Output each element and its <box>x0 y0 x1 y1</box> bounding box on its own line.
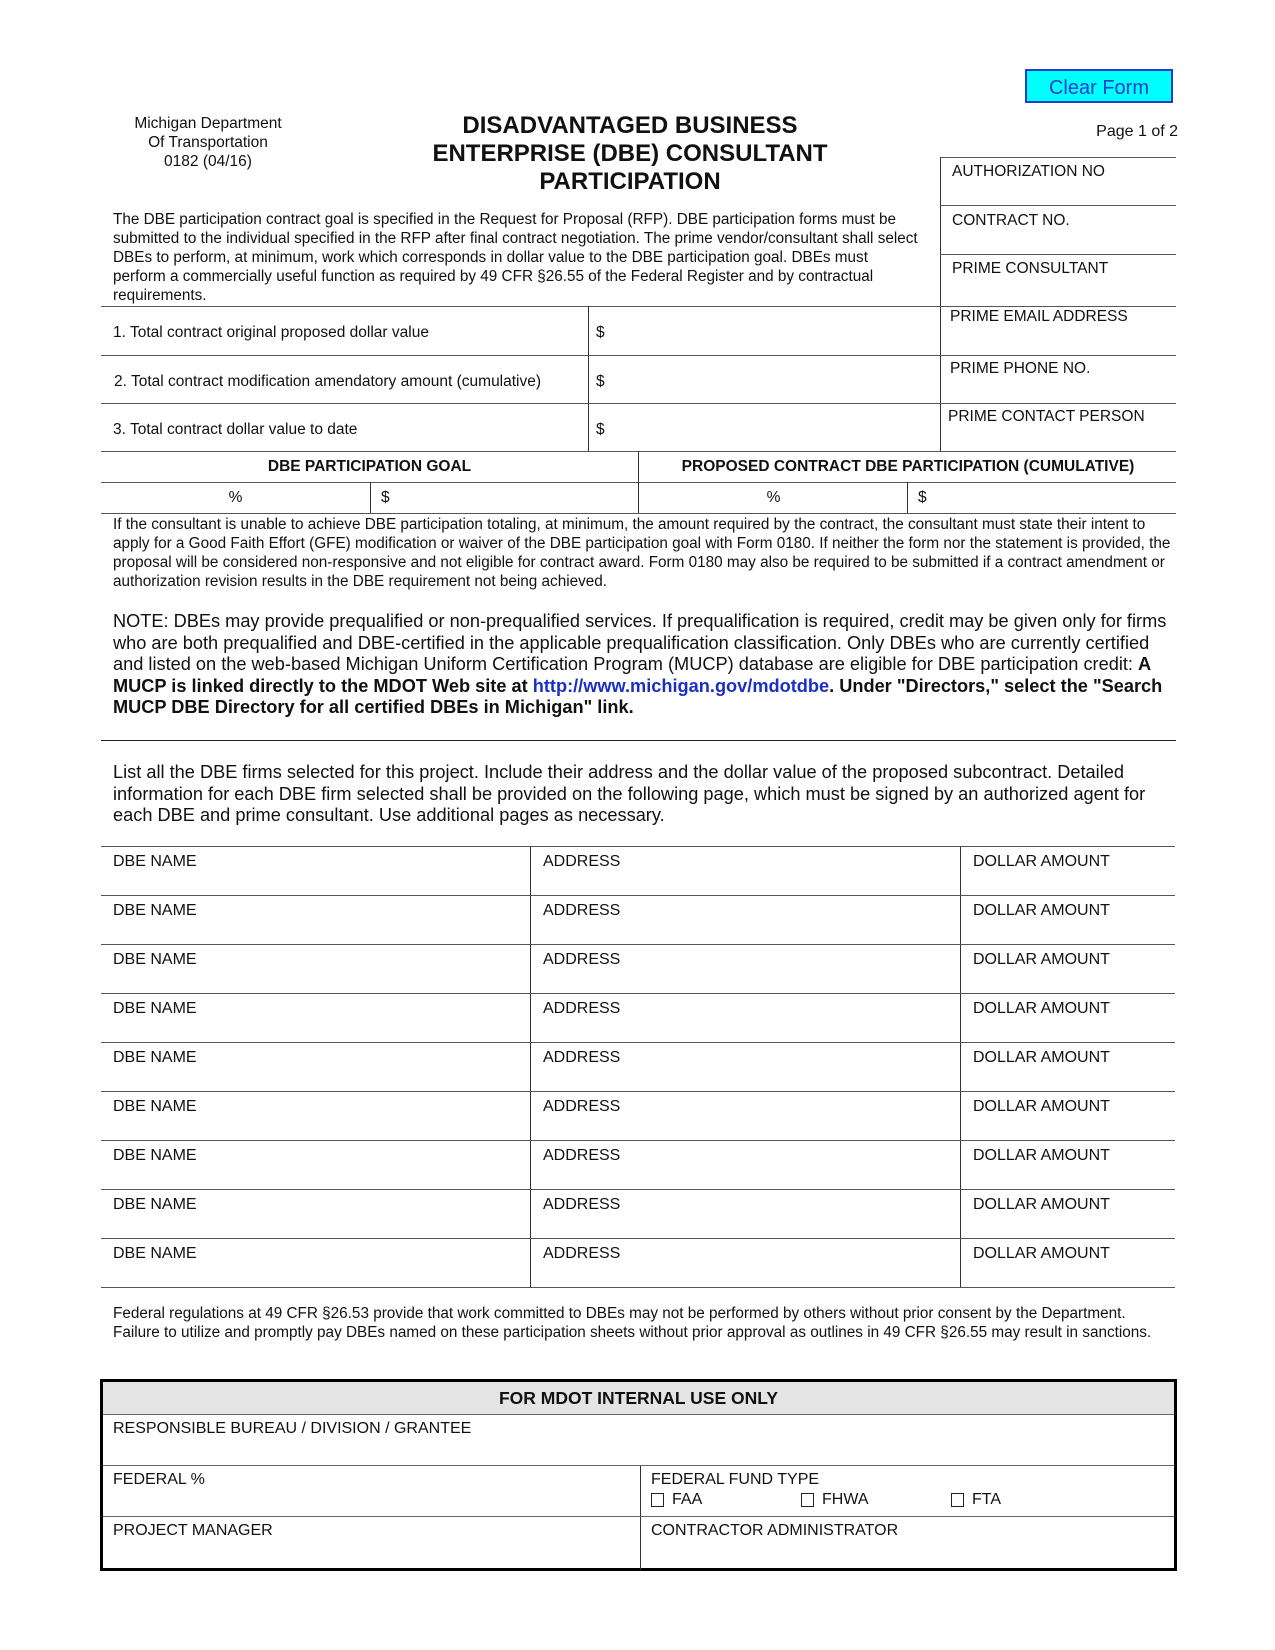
dbe-address-field[interactable]: ADDRESS <box>531 994 961 1042</box>
dbe-address-field[interactable]: ADDRESS <box>531 1239 961 1287</box>
contractor-administrator-field[interactable]: CONTRACTOR ADMINISTRATOR <box>651 1522 899 1539</box>
contract-no-field[interactable]: CONTRACT NO. <box>952 212 1070 229</box>
fta-checkbox[interactable] <box>951 1491 1101 1509</box>
dbe-amount-field[interactable]: DOLLAR AMOUNT <box>973 1196 1110 1213</box>
dbe-amount-field[interactable]: DOLLAR AMOUNT <box>973 951 1110 968</box>
dbe-name-field[interactable]: DBE NAME <box>101 1043 531 1091</box>
note-bold-2: . Under "Directors," select the "Search MUCP DBE Directory for all certified DBEs in Michigan" link. <box>113 675 1163 717</box>
total-original-input[interactable]: $ <box>596 324 605 341</box>
goal-percent-input[interactable]: % <box>228 489 243 506</box>
proposed-dollar-input[interactable]: $ <box>918 489 927 506</box>
prime-phone-field[interactable]: PRIME PHONE NO. <box>950 360 1091 377</box>
divider <box>101 403 1176 404</box>
title-line3: PARTICIPATION <box>539 168 721 195</box>
title-line1: DISADVANTAGED BUSINESS <box>462 112 798 139</box>
divider <box>940 157 1176 158</box>
agency-name-line1: Michigan Department <box>134 115 282 132</box>
goal-dollar-input[interactable]: $ <box>381 489 390 506</box>
dbe-name-field[interactable]: DBE NAME <box>101 1190 531 1238</box>
table-row <box>101 896 1175 945</box>
total-modification-input[interactable]: $ <box>596 373 605 390</box>
mdot-dbe-link[interactable]: http://www.michigan.gov/mdotdbe <box>532 675 830 696</box>
authorization-no-field[interactable]: AUTHORIZATION NO <box>952 163 1105 180</box>
total-modification-label: 2. Total contract modification amendatory amount (cumulative) <box>114 373 542 390</box>
list-intro-text: List all the DBE firms selected for this project. Include their address and the dollar value of the proposed subcontract. Detailed information for each DBE firm selected shall be provided on the following page, which must be signed by an authorized agent for each DBE and prime consultant. Use additional pages as necessary. <box>113 762 1146 825</box>
dbe-address-field[interactable]: ADDRESS <box>531 847 961 895</box>
responsible-bureau-field[interactable]: RESPONSIBLE BUREAU / DIVISION / GRANTEE <box>113 1420 472 1437</box>
divider <box>940 254 1176 255</box>
table-row <box>101 1239 1175 1288</box>
divider <box>101 306 1176 307</box>
title-line2: ENTERPRISE (DBE) CONSULTANT <box>432 140 828 167</box>
note-plain: NOTE: DBEs may provide prequalified or non-prequalified services. If prequalification is required, credit may be given only for firms who are both prequalified and DBE-certified in the applicable prequalification classification. Only DBEs who are currently certified and listed on the web-based Michigan Uniform Certification Program (MUCP) database are eligible for DBE participation credit: <box>113 611 1167 674</box>
page-title <box>395 112 865 196</box>
table-row <box>101 847 1175 896</box>
proposed-participation-header: PROPOSED CONTRACT DBE PARTICIPATION (CUMULATIVE) <box>681 458 1135 475</box>
fhwa-checkbox[interactable] <box>801 1491 951 1509</box>
dbe-address-field[interactable]: ADDRESS <box>531 1092 961 1140</box>
dbe-goal-header: DBE PARTICIPATION GOAL <box>267 458 472 475</box>
total-to-date-label: 3. Total contract dollar value to date <box>113 421 358 438</box>
dbe-name-field[interactable]: DBE NAME <box>101 945 531 993</box>
total-to-date-input[interactable]: $ <box>596 421 605 438</box>
dbe-name-field[interactable]: DBE NAME <box>101 896 531 944</box>
divider <box>101 355 1176 356</box>
federal-row <box>103 1466 1174 1517</box>
dbe-address-field[interactable]: ADDRESS <box>531 1141 961 1189</box>
dbe-amount-field[interactable]: DOLLAR AMOUNT <box>973 1000 1110 1017</box>
dbe-amount-field[interactable]: DOLLAR AMOUNT <box>973 1049 1110 1066</box>
faa-checkbox[interactable] <box>651 1491 801 1509</box>
prime-consultant-field[interactable]: PRIME CONSULTANT <box>952 260 1109 277</box>
total-original-label: 1. Total contract original proposed dollar value <box>113 324 429 341</box>
intro-text: The DBE participation contract goal is specified in the Request for Proposal (RFP). DBE participation forms must be submitted to the individual specified in the RFP after final contract negotiation. The prime vendor/consultant shall select DBEs to perform, at minimum, work which corresponds in dollar value to the DBE participation goal. DBEs must perform a commercially useful function as required by 49 CFR §26.55 of the Federal Register and by contractual requirements. <box>113 211 918 304</box>
table-row <box>101 994 1175 1043</box>
proposed-percent-input[interactable]: % <box>766 489 781 506</box>
dbe-amount-field[interactable]: DOLLAR AMOUNT <box>973 1147 1110 1164</box>
table-row <box>101 1092 1175 1141</box>
dbe-name-field[interactable]: DBE NAME <box>101 1092 531 1140</box>
dbe-amount-field[interactable]: DOLLAR AMOUNT <box>973 902 1110 919</box>
table-row <box>101 1190 1175 1239</box>
checkbox-icon <box>801 1493 814 1507</box>
fhwa-label: FHWA <box>822 1491 869 1508</box>
internal-use-section <box>100 1379 1177 1571</box>
federal-regulations-text: Federal regulations at 49 CFR §26.53 provide that work committed to DBEs may not be performed by others without prior consent by the Department. Failure to utilize and promptly pay DBEs named on these participation sheets without prior approval as outlines in 49 CFR §26.55 may result in sanctions. <box>113 1305 1152 1341</box>
dbe-name-field[interactable]: DBE NAME <box>101 1239 531 1287</box>
table-row <box>101 945 1175 994</box>
right-column-divider <box>940 157 941 451</box>
dbe-address-field[interactable]: ADDRESS <box>531 896 961 944</box>
divider <box>588 306 589 451</box>
gfe-text: If the consultant is unable to achieve DBE participation totaling, at minimum, the amount required by the contract, the consultant must state their intent to apply for a Good Faith Effort (GFE) modification or waiver of the DBE participation goal with Form 0180. If neither the form nor the statement is provided, the proposal will be considered non-responsive and not eligible for contract award. Form 0180 may also be required to be submitted if a contract amendment or authorization revision results in the DBE requirement not being achieved. <box>113 516 1171 590</box>
dbe-address-field[interactable]: ADDRESS <box>531 1043 961 1091</box>
manager-row <box>103 1517 1174 1570</box>
dbe-amount-field[interactable]: DOLLAR AMOUNT <box>973 853 1110 870</box>
dbe-amount-field[interactable]: DOLLAR AMOUNT <box>973 1245 1110 1262</box>
agency-name-line2: Of Transportation <box>148 134 268 151</box>
federal-fund-type-label: FEDERAL FUND TYPE <box>651 1471 820 1488</box>
divider <box>638 451 639 513</box>
dbe-name-field[interactable]: DBE NAME <box>101 847 531 895</box>
divider <box>101 513 1176 514</box>
fta-label: FTA <box>972 1491 1002 1508</box>
federal-percent-field[interactable]: FEDERAL % <box>103 1466 641 1516</box>
dbe-name-field[interactable]: DBE NAME <box>101 994 531 1042</box>
note-bold-1: A MUCP is linked directly to the MDOT Web site at <box>113 654 1151 696</box>
dbe-list-table <box>101 846 1175 1288</box>
table-row <box>101 1141 1175 1190</box>
federal-fund-type-group <box>641 1466 1174 1516</box>
section-divider <box>101 740 1176 741</box>
dbe-name-field[interactable]: DBE NAME <box>101 1141 531 1189</box>
table-row <box>101 1043 1175 1092</box>
note-text <box>113 611 1173 719</box>
checkbox-icon <box>951 1493 964 1507</box>
project-manager-field[interactable]: PROJECT MANAGER <box>103 1517 641 1570</box>
form-number: 0182 (04/16) <box>164 153 252 170</box>
bureau-row <box>103 1415 1174 1466</box>
page-indicator: Page 1 of 2 <box>1096 123 1178 140</box>
divider <box>907 482 908 513</box>
prime-email-field[interactable]: PRIME EMAIL ADDRESS <box>950 308 1128 325</box>
faa-label: FAA <box>672 1491 703 1508</box>
prime-contact-person-field[interactable]: PRIME CONTACT PERSON <box>948 408 1145 425</box>
divider <box>940 205 1176 206</box>
divider <box>370 482 371 513</box>
clear-form-button[interactable]: Clear Form <box>1025 69 1173 103</box>
dbe-address-field[interactable]: ADDRESS <box>531 945 961 993</box>
dbe-address-field[interactable]: ADDRESS <box>531 1190 961 1238</box>
internal-use-header: FOR MDOT INTERNAL USE ONLY <box>103 1382 1174 1415</box>
agency-block <box>118 114 298 171</box>
dbe-amount-field[interactable]: DOLLAR AMOUNT <box>973 1098 1110 1115</box>
checkbox-icon <box>651 1493 664 1507</box>
